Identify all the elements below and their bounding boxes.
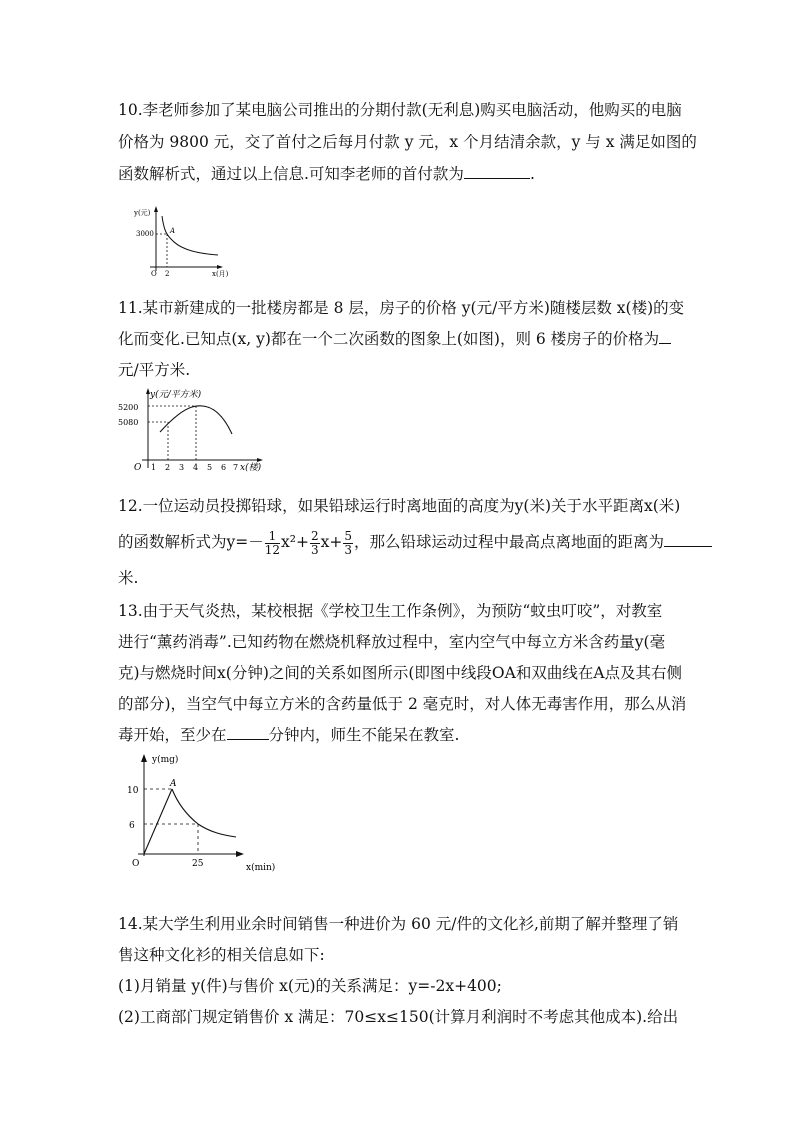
q13-line-5-start: 毒开始，至少在 — [118, 726, 227, 744]
q13-origin: O — [132, 859, 140, 869]
q13-x-tick-25: 25 — [192, 859, 204, 869]
q12-fraction-5-3 — [343, 530, 353, 557]
q13-x-arrow — [236, 851, 244, 857]
q10-line-2: 价格为 9800 元，交了首付之后每月付款 y 元，x 个月结清余款，y 与 x 满足如图的 — [118, 133, 697, 151]
q10-line-3-end: . — [529, 165, 535, 183]
q13-hyperbola — [172, 789, 236, 837]
q14-line-2: 售这种文化衫的相关信息如下: — [118, 946, 325, 964]
q12-frac3-numerator: 5 — [344, 528, 352, 543]
q10-x-tick: 2 — [165, 270, 170, 278]
q13-answer-blank — [227, 725, 269, 740]
q12-line-1: 12.一位运动员投掷铅球，如果铅球运行时离地面的高度为y(米)关于水平距离x(米) — [118, 497, 681, 515]
q12-line-2 — [118, 527, 712, 557]
q11-x-arrow — [257, 458, 263, 462]
q10-curve — [162, 216, 218, 255]
q13-y-arrow — [141, 754, 147, 762]
q13-line-3: 克)与燃烧时间x(分钟)之间的关系如图所示(即图中线段OA和双曲线在A点及其右侧 — [118, 664, 683, 682]
q13-graph — [118, 752, 288, 877]
q11-x-tick-4: 4 — [193, 463, 199, 472]
q13-line-2: 进行“薰药消毒”.已知药物在燃烧机释放过程中，室内空气中每立方米含药量y(毫 — [118, 633, 666, 651]
q12-line-3: 米. — [118, 569, 139, 587]
q11-x-tick-6: 6 — [221, 463, 227, 472]
q13-point-a: A — [170, 779, 177, 789]
q13-line-4: 的部分)，当空气中每立方米的含药量低于 2 毫克时，对人体无毒害作用，那么从消 — [118, 695, 687, 713]
q11-x-tick-1: 1 — [151, 463, 157, 472]
q10-origin: O — [151, 270, 157, 278]
q12-frac1-numerator: 1 — [265, 530, 280, 544]
q13-line-1: 13.由于天气炎热，某校根据《学校卫生工作条例》，为预防“蚊虫叮咬”，对教室 — [118, 602, 663, 620]
q11-x-tick-3: 3 — [179, 463, 185, 472]
q11-x-tick-2: 2 — [165, 463, 171, 472]
q11-y-label: y(元/平方米) — [150, 390, 202, 400]
q10-line-3-text: 函数解析式，通过以上信息.可知李老师的首付款为 — [118, 165, 464, 183]
q12-frac1-denominator: 12 — [264, 542, 281, 557]
q11-y-tick-5080: 5080 — [118, 418, 139, 427]
q14-line-4: (2)工商部门规定销售价 x 满足：70≤x≤150(计算月利润时不考虑其他成本).给出 — [118, 1008, 679, 1026]
q13-line-5 — [118, 725, 459, 745]
q10-x-arrow — [217, 265, 223, 269]
q11-x-tick-7: 7 — [233, 463, 239, 472]
q11-graph — [114, 386, 274, 476]
q12-expr-start: 的函数解析式为y=－ — [118, 533, 264, 551]
q12-fraction-2-3 — [310, 530, 320, 557]
q10-x-label: x(月) — [212, 270, 229, 278]
q10-line-3 — [118, 164, 535, 184]
q11-line-2 — [118, 329, 671, 349]
q12-frac2-numerator: 2 — [310, 528, 319, 543]
q11-y-tick-5200: 5200 — [118, 403, 139, 412]
q10-y-label: y(元) — [134, 209, 151, 217]
q10-graph — [130, 203, 240, 279]
q12-expr-x: x+ — [320, 533, 343, 551]
q13-y-tick-6: 6 — [129, 821, 135, 831]
q10-answer-blank — [464, 164, 530, 179]
q11-x-label: x(楼) — [240, 463, 262, 473]
q14-line-1: 14.某大学生利用业余时间销售一种进价为 60 元/件的文化衫,前期了解并整理了销 — [118, 915, 679, 933]
q11-origin: O — [134, 463, 142, 473]
q11-line-3: 元/平方米. — [118, 361, 191, 379]
q13-y-tick-10: 10 — [127, 786, 139, 796]
q11-line-1: 11.某市新建成的一批楼房都是 8 层，房子的价格 y(元/平方米)随楼层数 x(楼)的变 — [118, 299, 685, 317]
q10-point-a: A — [170, 227, 176, 235]
q10-line-1: 10.李老师参加了某电脑公司推出的分期付款(无利息)购买电脑活动，他购买的电脑 — [118, 101, 682, 119]
q13-x-label: x(min) — [246, 863, 276, 873]
q11-answer-blank — [659, 329, 671, 344]
q12-expr-end: ，那么铅球运动过程中最高点离地面的距离为 — [354, 533, 665, 551]
q11-x-tick-5: 5 — [207, 463, 213, 472]
q13-line-5-end: 分钟内，师生不能呆在教室. — [268, 726, 460, 744]
q12-fraction-1-12 — [265, 530, 280, 557]
q12-answer-blank — [664, 532, 712, 547]
q10-y-arrow — [154, 206, 158, 212]
q13-y-label: y(mg) — [152, 755, 179, 765]
q11-line-2-text: 化而变化.已知点(x, y)都在一个二次函数的图象上(如图)，则 6 楼房子的价格为 — [118, 330, 660, 348]
q12-expr-x2: x²+ — [281, 533, 309, 551]
q12-frac2-denominator: 3 — [310, 542, 319, 557]
q13-segment-oa — [144, 789, 172, 854]
q12-frac3-denominator: 3 — [344, 542, 352, 557]
q14-line-3: (1)月销量 y(件)与售价 x(元)的关系满足：y=-2x+400; — [118, 977, 502, 995]
q10-y-tick: 3000 — [136, 230, 154, 238]
